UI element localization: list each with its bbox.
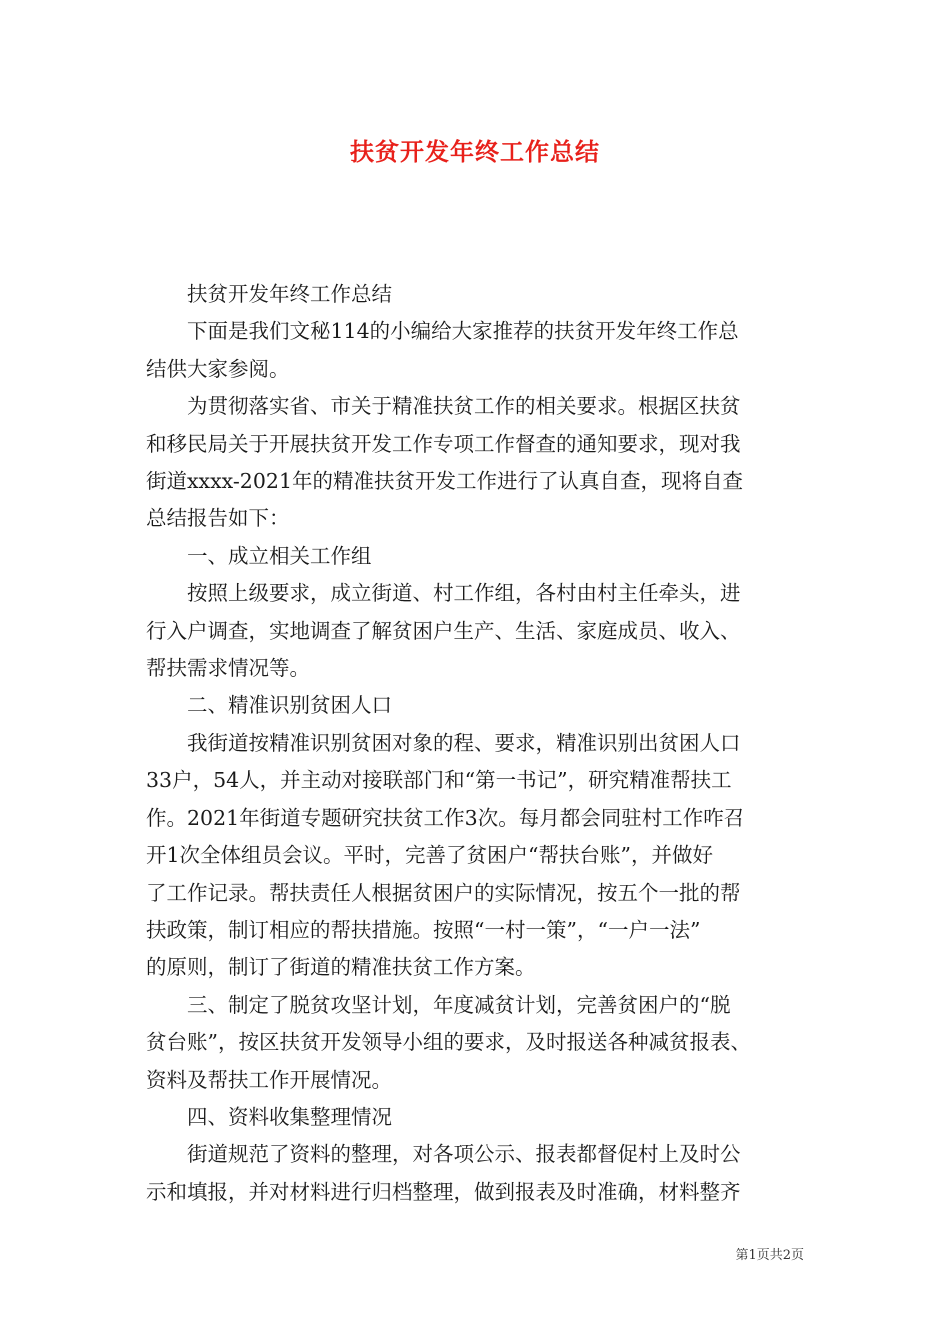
text-line: 按照上级要求，成立街道、村工作组，各村由村主任牵头，进 [187,581,741,606]
text-line: 开1次全体组员会议。平时，完善了贫困户“帮扶台账”，并做好 [146,843,714,868]
paragraph-heading [146,276,810,313]
text-line: 扶政策，制订相应的帮扶措施。按照“一村一策”，“一户一法” [146,917,701,942]
text-line: 和移民局关于开展扶贫开发工作专项工作督查的通知要求，现对我 [146,431,741,456]
text-line: 帮扶需求情况等。 [146,656,310,681]
page-title: 扶贫开发年终工作总结 [350,137,600,166]
paragraph-purpose [146,388,810,538]
section-heading-4 [146,1099,810,1136]
text-line: 的原则，制订了街道的精准扶贫工作方案。 [146,955,536,980]
paragraph-section-1 [146,575,810,687]
text-line: 总结报告如下： [146,506,290,531]
section-heading-2 [146,687,810,724]
text-line: 三、制定了脱贫攻坚计划，年度减贫计划，完善贫困户的“脱 [187,992,731,1017]
text-line: 下面是我们文秘114的小编给大家推荐的扶贫开发年终工作总 [187,319,739,344]
text-line: 我街道按精准识别贫困对象的程、要求，精准识别出贫困人口 [187,730,741,755]
document-body [146,276,810,1211]
text-line: 了工作记录。帮扶责任人根据贫困户的实际情况，按五个一批的帮 [146,880,741,905]
text-line: 贫台账”，按区扶贫开发领导小组的要求，及时报送各种减贫报表、 [146,1030,751,1055]
text-line: 扶贫开发年终工作总结 [187,282,392,306]
text-line: 二、精准识别贫困人口 [187,693,392,718]
section-heading-1 [146,538,810,575]
text-line: 结供大家参阅。 [146,356,290,381]
paragraph-section-2 [146,725,810,987]
text-line: 作。2021年街道专题研究扶贫工作3次。每月都会同驻村工作咋召 [146,805,745,830]
text-line: 33户，54人，并主动对接联部门和“第一书记”，研究精准帮扶工 [146,768,732,793]
paragraph-section-3 [146,987,810,1099]
text-line: 街道规范了资料的整理，对各项公示、报表都督促村上及时公 [187,1142,741,1167]
text-line: 四、资料收集整理情况 [187,1104,392,1129]
text-line: 一、成立相关工作组 [187,543,372,568]
paragraph-section-4 [146,1136,810,1211]
text-line: 为贯彻落实省、市关于精准扶贫工作的相关要求。根据区扶贫 [187,394,741,419]
text-line: 行入户调查，实地调查了解贫困户生产、生活、家庭成员、收入、 [146,618,741,643]
text-line: 资料及帮扶工作开展情况。 [146,1067,392,1092]
text-line: 示和填报，并对材料进行归档整理，做到报表及时准确，材料整齐 [146,1179,741,1204]
paragraph-intro [146,313,810,388]
page-number: 第1页共2页 [735,1248,804,1263]
text-line: 街道xxxx-2021年的精准扶贫开发工作进行了认真自查，现将自查 [146,469,743,494]
